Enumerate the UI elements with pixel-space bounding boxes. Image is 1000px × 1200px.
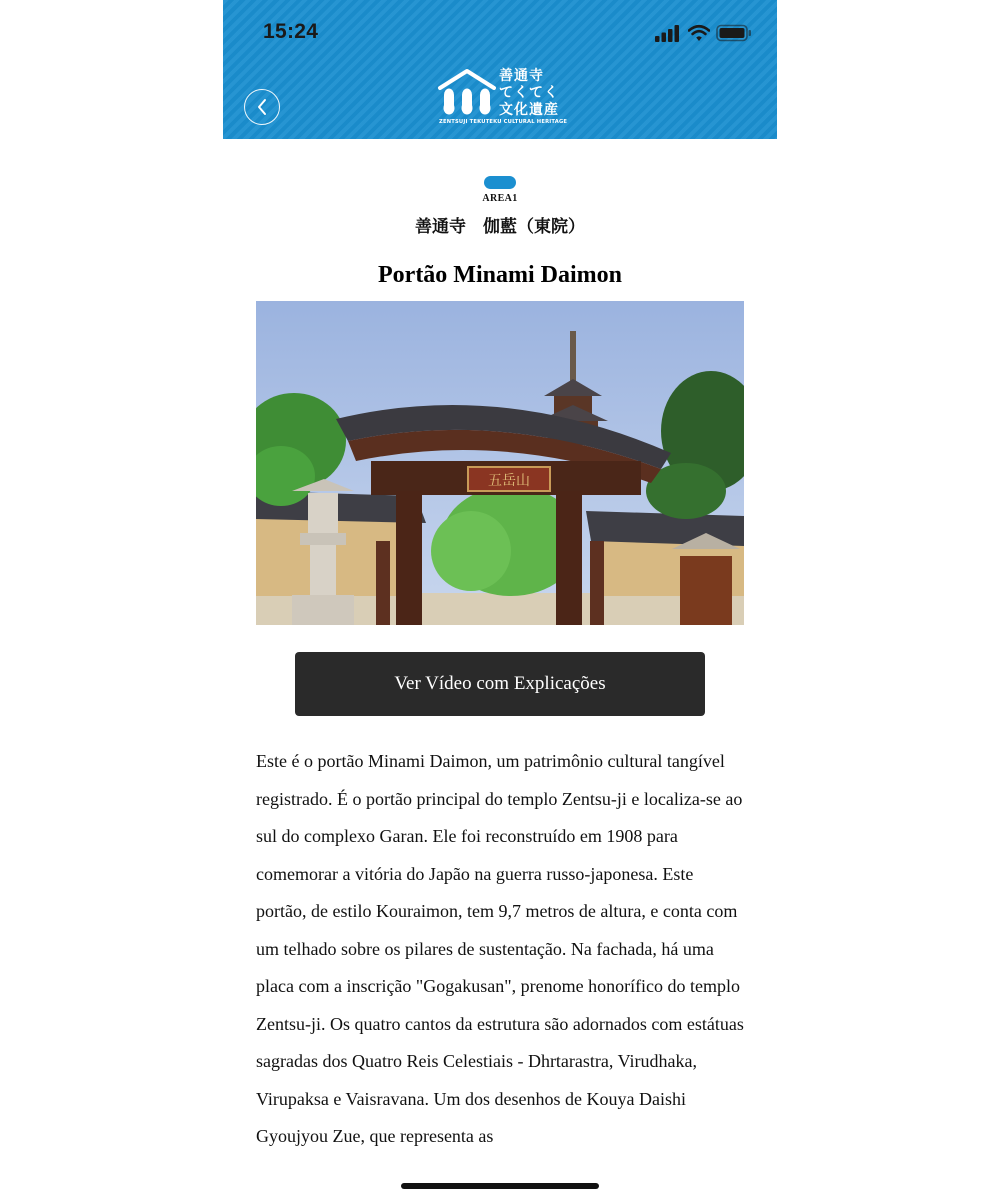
signal-icon <box>655 24 681 42</box>
area-label: AREA1 <box>482 193 518 204</box>
logo-text-line3: 文化遺産 <box>499 102 559 118</box>
area-name: 善通寺 伽藍（東院） <box>415 217 585 237</box>
description-text: Este é o portão Minami Daimon, um patrimônio cultural tangível registrado. É o portão principal do templo Zentsu-ji e localiza-se ao sul do complexo Garan. Ele foi reconstruído em 1908 para comemorar a vitória do Japão na guerra russo-japonesa. Este portão, de estilo Kouraimon, tem 9,7 metros de altura, e conta com um telhado sobre os pilares de sustentação. Na fachada, há uma placa com a inscrição "Gogakusan", prenome honorífico do templo Zentsu-ji. Os quatro cantos da estrutura são adornados com estátuas sagradas dos Quatro Reis Celestiais - Dhrtarastra, Virudhaka, Virupaksa e Vaisravana. Um dos desenhos de Kouya Daishi Gyoujyou Zue, que representa as <box>256 751 744 1146</box>
logo-text-line2: てくてく <box>499 85 559 101</box>
back-button[interactable] <box>244 89 280 125</box>
phone-screen <box>223 0 777 1200</box>
app-logo <box>437 66 567 128</box>
app-header <box>223 0 777 139</box>
chevron-left-icon <box>255 98 269 116</box>
gate-plaque-text: 五岳山 <box>488 473 530 489</box>
footprint-house-logo-icon <box>437 68 497 120</box>
gate-photo <box>256 301 744 625</box>
watch-video-button[interactable]: Ver Vídeo com Explicações <box>295 652 705 716</box>
status-icons <box>655 24 755 44</box>
logo-text-line1: 善通寺 <box>499 68 544 84</box>
wifi-icon <box>688 24 710 42</box>
battery-icon <box>716 24 752 42</box>
status-time: 15:24 <box>263 20 319 43</box>
home-indicator[interactable] <box>401 1183 599 1189</box>
page-title: Portão Minami Daimon <box>378 262 622 288</box>
footprint-area-icon <box>484 176 516 189</box>
logo-subtitle: ZENTSUJI TEKUTEKU CULTURAL HERITAGE <box>439 119 568 125</box>
